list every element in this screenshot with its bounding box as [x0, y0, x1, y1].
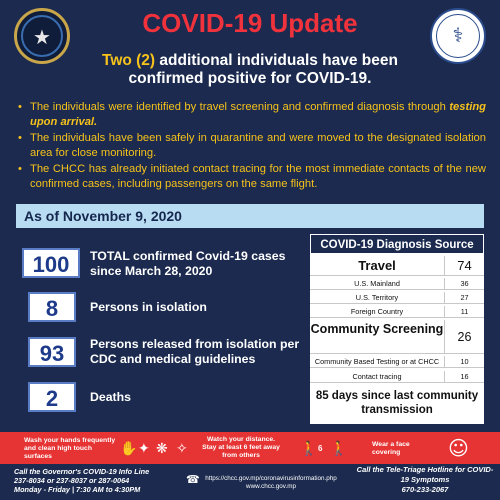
stat-deaths-value: 2 — [28, 382, 76, 412]
distance-people-icon: 🚶 — [300, 441, 318, 457]
new-case-count: Two (2) — [102, 52, 156, 69]
stat-released-value: 93 — [28, 337, 76, 367]
clean-surface-icon: ✧ — [176, 441, 188, 457]
chcc-seal-icon: ⚕ — [430, 8, 486, 64]
person-icon: 🚶 — [330, 441, 348, 457]
stat-isolation-label: Persons in isolation — [90, 300, 207, 314]
phone-icon: ☎ — [186, 473, 200, 486]
travel-sub-row: U.S. Mainland 36 — [310, 278, 484, 290]
info-line-block: Call the Governor's COVID-19 Info Line 237-8034 or 237-8037 or 287-0064 Monday - Friday | 7:30 AM to 4:30PM — [14, 467, 150, 494]
days-since-transmission: 85 days since last community transmission — [315, 390, 479, 416]
community-row: Community Screening 26 — [310, 320, 484, 354]
triage-block: Call the Tele-Triage Hotline for COVID-19 Symptoms 670-233-2067 — [356, 465, 494, 494]
distance-marker: 6 — [318, 444, 323, 453]
travel-row: Travel 74 — [310, 256, 484, 276]
stat-isolation-value: 8 — [28, 292, 76, 322]
wash-hands-text: Wash your hands frequently and clean high touch surfaces — [24, 437, 116, 460]
stat-deaths-label: Deaths — [90, 390, 132, 404]
headline-line1: additional individuals have been — [159, 52, 398, 69]
website-block — [196, 475, 346, 491]
face-covering-text: Wear a face covering — [372, 441, 410, 456]
travel-sub-row: Foreign Country 11 — [310, 306, 484, 318]
headline — [80, 52, 420, 88]
community-sub-row: Contact tracing 16 — [310, 371, 484, 383]
update-bullets — [16, 100, 486, 193]
cnmi-seal-icon: ★ — [14, 8, 70, 64]
stat-released-label: Persons released from isolation per CDC and medical guidelines — [90, 337, 300, 366]
face-mask-icon: ☺ — [448, 436, 469, 460]
sanitizer-icon: ❋ — [156, 441, 168, 457]
bullet-emphasis: testing upon arrival. — [30, 101, 486, 128]
bullet-item: • The individuals were identified by travel screening and confirmed diagnosis through testing upon arrival. — [16, 100, 486, 129]
travel-sub-row: U.S. Territory 27 — [310, 292, 484, 304]
hand-wash-icon: ✋ — [120, 441, 138, 457]
stat-total-label: TOTAL confirmed Covid-19 cases since March 28, 2020 — [90, 249, 286, 278]
as-of-date-bar: As of November 9, 2020 — [16, 204, 484, 228]
spray-icon: ✦ — [138, 441, 150, 457]
page-title: COVID-19 Update — [142, 8, 358, 38]
website-short[interactable]: www.chcc.gov.mp — [246, 483, 296, 490]
bullet-item: • The individuals have been safely in quarantine and were moved to the designated isolation area for close monitoring. — [16, 131, 486, 160]
distance-text: Watch your distance. Stay at least 6 feet away from others — [202, 436, 280, 459]
bullet-item: • The CHCC has already initiated contact tracing for the most immediate contacts of the new confirmed cases, including passengers on the same flight. — [16, 162, 486, 191]
diagnosis-source-title: COVID-19 Diagnosis Source — [310, 234, 484, 254]
stat-total-value: 100 — [22, 248, 80, 278]
diagnosis-source-table — [310, 234, 484, 424]
website-url[interactable]: https://chcc.gov.mp/coronavirusinformation.php — [205, 475, 337, 482]
headline-line2: confirmed positive for COVID-19. — [128, 70, 372, 87]
community-sub-row: Community Based Testing or at CHCC 10 — [310, 356, 484, 368]
